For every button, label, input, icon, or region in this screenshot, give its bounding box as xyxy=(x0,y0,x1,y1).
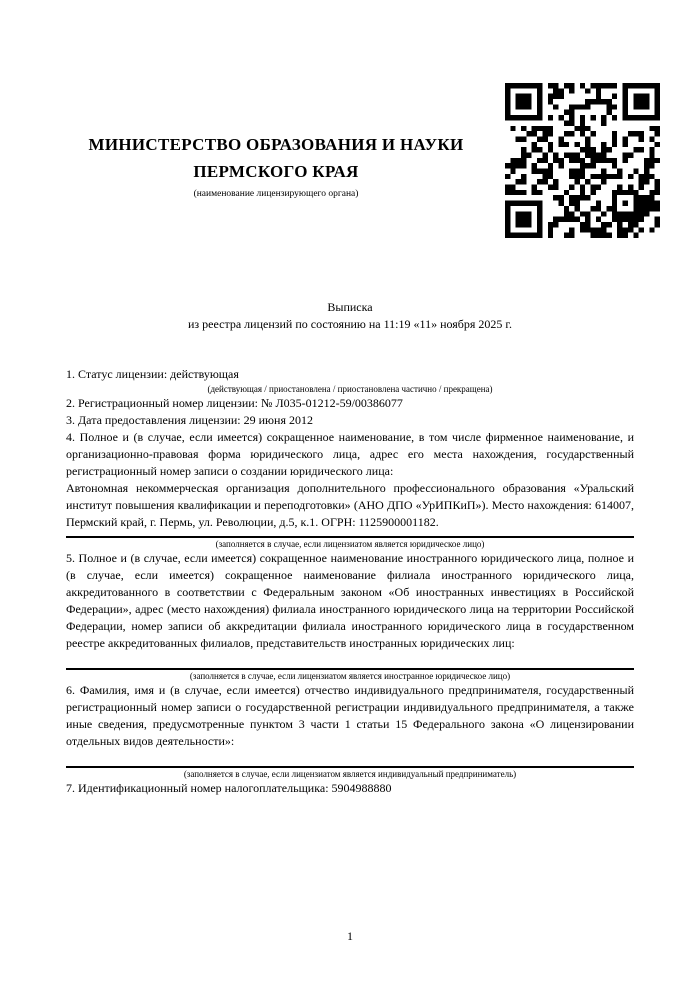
item-4-legal-entity-value: Автономная некоммерческая организация дополнительного профессионального образования «Уральский институт повышения квалификации и переподготовки» (АНО ДПО «УрИПКиП»). Место нахождения: 614007, Пермский край, г. Пермь, ул. Революции, д.5, к.1. ОГРН: 1125900001182. xyxy=(66,481,634,529)
document-title-line1: Выписка xyxy=(327,300,373,314)
licensing-authority-header xyxy=(64,131,488,200)
document-title xyxy=(0,299,700,333)
authority-name-caption: (наименование лицензирующего органа) xyxy=(193,189,359,199)
item-2-registration-number: 2. Регистрационный номер лицензии: № Л035-01212-59/00386077 xyxy=(66,396,403,410)
item-6-caption: (заполняется в случае, если лицензиатом является индивидуальный предприниматель) xyxy=(183,769,517,779)
item-6-entrepreneur-label: 6. Фамилия, имя и (в случае, если имеется) отчество индивидуального предпринимателя, государственный регистрационный номер записи о государственной регистрации индивидуального предпринимателя, а также иные сведения, предусмотренные пунктом 3 части 1 статьи 15 Федерального закона «О лицензировании отдельных видов деятельности»: xyxy=(66,683,634,748)
qr-code-icon xyxy=(505,83,660,238)
item-4-legal-entity-label: 4. Полное и (в случае, если имеется) сокращенное наименование, в том числе фирменное наименование, и организационно-правовая форма юридического лица, адрес его места нахождения, государственный регистрационный номер записи о создании юридического лица: xyxy=(66,430,634,478)
item-5-foreign-entity-label: 5. Полное и (в случае, если имеется) сокращенное наименование иностранного юридического лица, полное и (в случае, если имеется) сокращенное наименование филиала иностранного юридического лица, аккредитованного в соответствии с Федеральным законом «Об иностранных инвестициях в Российской Федерации», адрес (место нахождения) филиала иностранного юридического лица на территории Российской Федерации, номер записи об аккредитации филиала иностранного юридического лица в государственном реестре аккредитованных филиалов, представительств иностранных юридических лиц: xyxy=(66,551,634,650)
item-4-caption: (заполняется в случае, если лицензиатом является юридическое лицо) xyxy=(215,539,485,549)
item-7-taxpayer-number: 7. Идентификационный номер налогоплательщика: 5904988880 xyxy=(66,781,392,795)
document-title-line2: из реестра лицензий по состоянию на 11:19 «11» ноября 2025 г. xyxy=(188,317,512,331)
item-1-status: 1. Статус лицензии: действующая xyxy=(66,367,239,381)
item-1-caption: (действующая / приостановлена / приостановлена частично / прекращена) xyxy=(207,384,493,394)
document-body xyxy=(66,366,634,797)
item-3-license-date: 3. Дата предоставления лицензии: 29 июня 2012 xyxy=(66,413,313,427)
authority-name-line1: МИНИСТЕРСТВО ОБРАЗОВАНИЯ И НАУКИ xyxy=(88,135,464,154)
item-5-caption: (заполняется в случае, если лицензиатом является иностранное юридическое лицо) xyxy=(189,671,511,681)
page-number: 1 xyxy=(347,929,353,943)
authority-name-line2: ПЕРМСКОГО КРАЯ xyxy=(193,162,359,181)
